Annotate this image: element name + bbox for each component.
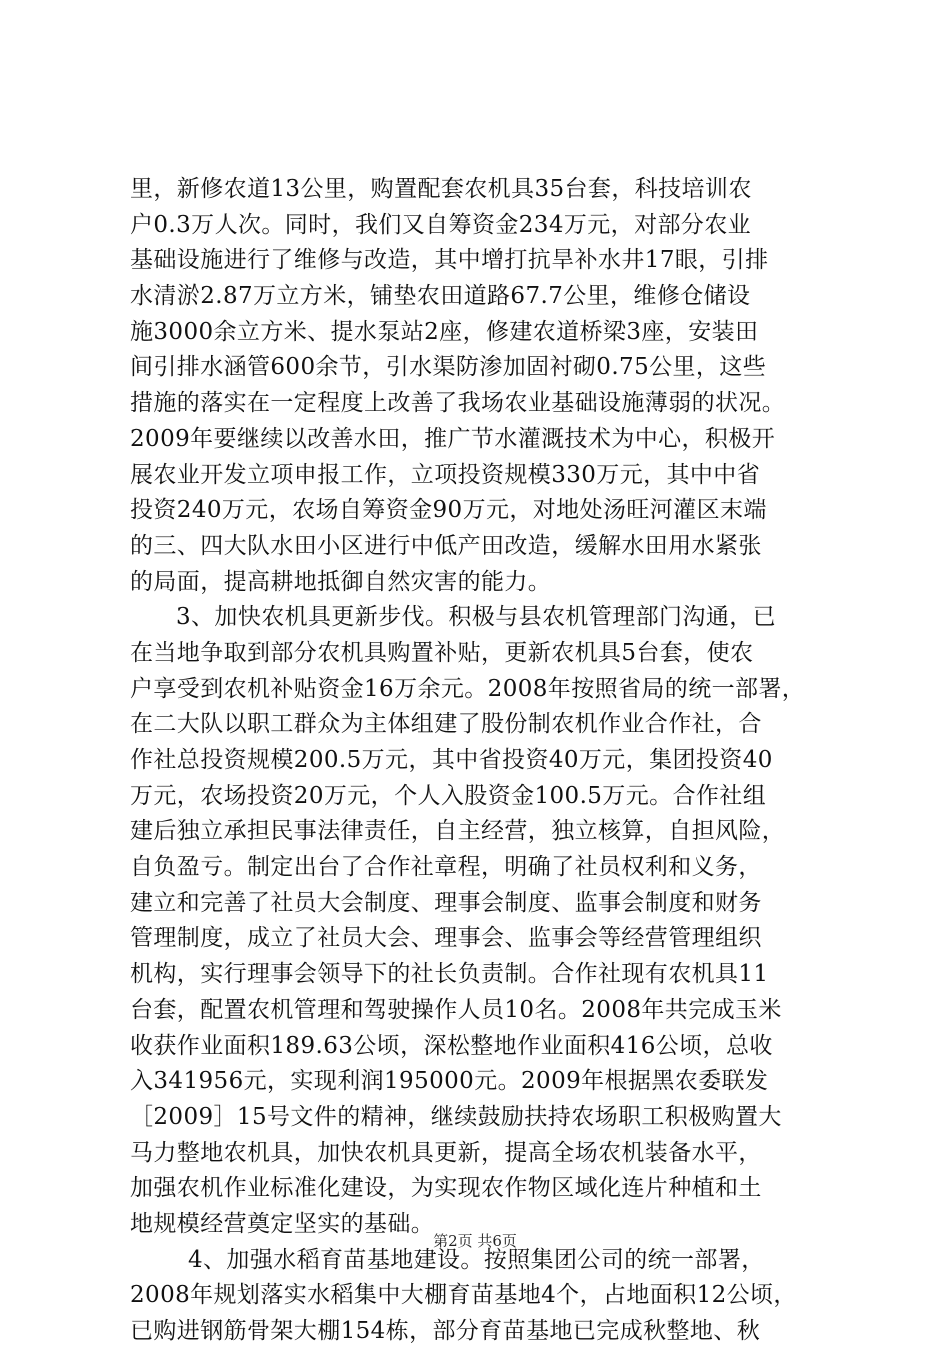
text-line: 里，新修农道13公里，购置配套农机具35台套，科技培训农	[130, 176, 752, 202]
text-line: 的局面，提高耕地抵御自然灾害的能力。	[130, 568, 552, 595]
text-line: 已购进钢筋骨架大棚154栋，部分育苗基地已完成秋整地、秋	[130, 1318, 761, 1344]
text-line: 户享受到农机补贴资金16万余元。2008年按照省局的统一部署，	[130, 675, 806, 702]
text-line: 在当地争取到部分农机具购置补贴，更新农机具5台套，使农	[130, 639, 754, 666]
text-line: 作社总投资规模200.5万元，其中省投资40万元，集团投资40	[130, 747, 773, 773]
text-line: 的三、四大队水田小区进行中低产田改造，缓解水田用水紧张	[130, 532, 762, 559]
text-line: 自负盈亏。制定出台了合作社章程，明确了社员权利和义务，	[130, 854, 762, 881]
text-line: 户0.3万人次。同时，我们又自筹资金234万元，对部分农业	[130, 211, 752, 238]
text-line: 收获作业面积189.63公顷，深松整地作业面积416公顷，总收	[130, 1032, 773, 1059]
text-line: 地规模经营奠定坚实的基础。	[130, 1210, 435, 1237]
text-line: 台套，配置农机管理和驾驶操作人员10名。2008年共完成玉米	[130, 996, 782, 1023]
text-line: 在二大队以职工群众为主体组建了股份制农机作业合作社，合	[130, 711, 762, 738]
text-line: 管理制度，成立了社员大会、理事会、监事会等经营管理组织	[130, 925, 762, 952]
text-line: 间引排水涵管600余节，引水渠防渗加固衬砌0.75公里，这些	[130, 354, 767, 381]
text-line: 加强农机作业标准化建设，为实现农作物区域化连片种植和土	[130, 1175, 762, 1202]
text-line: 机构，实行理事会领导下的社长负责制。合作社现有农机具11	[130, 961, 769, 988]
text-line: 万元，农场投资20万元，个人入股资金100.5万元。合作社组	[130, 782, 767, 809]
paragraph-heading-3: 3、加快农机具更新步伐。积极与县农机管理部门沟通，已	[176, 604, 777, 631]
body-text	[130, 172, 830, 1350]
text-line: 马力整地农机具，加快农机具更新，提高全场农机装备水平，	[130, 1139, 762, 1166]
text-line: 施3000余立方米、提水泵站2座，修建农道桥梁3座，安装田	[130, 318, 759, 345]
text-line: 建立和完善了社员大会制度、理事会制度、监事会制度和财务	[130, 889, 762, 916]
text-line: ［2009］15号文件的精神，继续鼓励扶持农场职工积极购置大	[130, 1103, 782, 1130]
page-number-footer: 第2页 共6页	[433, 1232, 517, 1250]
text-line: 建后独立承担民事法律责任，自主经营，独立核算，自担风险，	[130, 818, 786, 845]
text-line: 2009年要继续以改善水田，推广节水灌溉技术为中心，积极开	[130, 425, 776, 452]
paragraph-heading-4: 4、加强水稻育苗基地建设。按照集团公司的统一部署，	[188, 1246, 765, 1273]
text-line: 入341956元，实现利润195000元。2009年根据黑农委联发	[130, 1068, 769, 1095]
text-line: 基础设施进行了维修与改造，其中增打抗旱补水井17眼，引排	[130, 247, 769, 274]
text-line: 投资240万元，农场自筹资金90万元，对地处汤旺河灌区末端	[130, 497, 767, 524]
text-line: 展农业开发立项申报工作，立项投资规模330万元，其中中省	[130, 461, 761, 488]
text-line: 措施的落实在一定程度上改善了我场农业基础设施薄弱的状况。	[130, 390, 786, 417]
text-line: 2008年规划落实水稻集中大棚育苗基地4个，占地面积12公顷，	[130, 1282, 797, 1309]
text-line: 水清淤2.87万立方米，铺垫农田道路67.7公里，维修仓储设	[130, 283, 751, 310]
